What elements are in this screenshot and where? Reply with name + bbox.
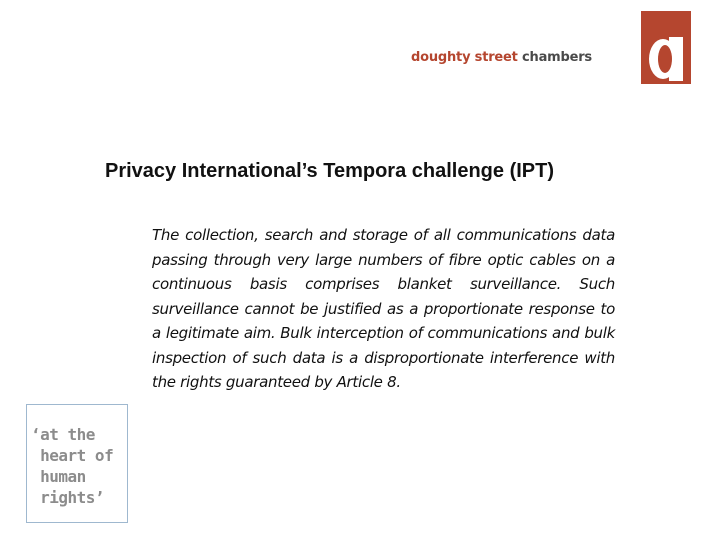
tagline-text: ‘at the heart of human rights’ [31, 425, 114, 507]
brand-name-second: chambers [517, 50, 592, 65]
chambers-logo-icon [641, 11, 691, 84]
slide-title: Privacy International’s Tempora challenge (IPT) [105, 160, 555, 182]
slide-body-text: The collection, search and storage of all communications data passing through very large numbers of fibre optic cables on a continuous basis comprises blanket surveillance. Such surveillance cannot be justified as a proportionate response to a legitimate aim. Bulk interception of communications and bulk inspection of such data is a disproportionate interference with the rights guaranteed by Article 8. [152, 226, 615, 391]
brand-name-first: doughty street [411, 50, 518, 65]
brand-wordmark [411, 50, 592, 65]
